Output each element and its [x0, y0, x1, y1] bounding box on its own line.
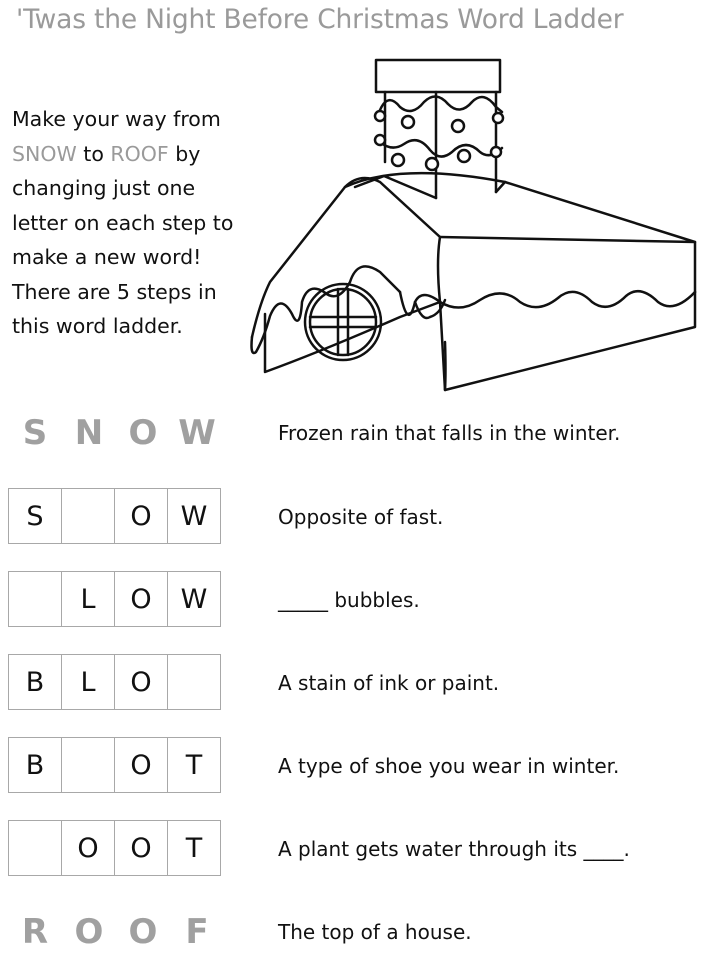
instruction-line — [12, 275, 267, 310]
end-word-highlight: ROOF — [110, 141, 169, 166]
instruction-text: Make your way from — [12, 107, 221, 131]
ladder-step-4 — [8, 737, 224, 793]
instruction-text: There are 5 steps in — [12, 279, 217, 304]
ladder-letter: S — [22, 413, 48, 453]
letter-box[interactable]: O — [114, 820, 168, 876]
window-icon — [305, 284, 381, 360]
instruction-line — [12, 171, 267, 206]
letter-box[interactable]: S — [8, 488, 62, 544]
instruction-line — [12, 102, 267, 137]
letter-box[interactable]: T — [167, 820, 221, 876]
letter-box[interactable]: O — [114, 488, 168, 544]
instruction-text: letter on each step to — [12, 210, 234, 235]
instruction-line — [12, 206, 267, 241]
house-illustration — [240, 52, 705, 402]
letter-box[interactable] — [167, 654, 221, 710]
ladder-letter: N — [74, 413, 104, 453]
instruction-line — [12, 240, 267, 275]
ladder-letter: O — [74, 912, 104, 952]
letter-box[interactable] — [8, 820, 62, 876]
instruction-text: by — [168, 141, 201, 166]
ladder-letter: R — [21, 912, 49, 952]
clue-end: The top of a house. — [278, 920, 472, 944]
letter-box[interactable]: W — [167, 571, 221, 627]
clue-start: Frozen rain that falls in the winter. — [278, 421, 621, 445]
ladder-step-1 — [8, 488, 224, 544]
clue-step-3: A stain of ink or paint. — [278, 671, 500, 695]
string-lights-icon — [375, 111, 503, 170]
letter-box[interactable]: W — [167, 488, 221, 544]
letter-box[interactable]: B — [8, 654, 62, 710]
instruction-line — [12, 137, 267, 172]
instruction-text: changing just one — [12, 176, 196, 200]
letter-box[interactable]: T — [167, 737, 221, 793]
start-word-highlight: SNOW — [12, 141, 77, 166]
instruction-text: make a new word! — [12, 245, 202, 269]
instruction-text: to — [76, 141, 111, 166]
ladder-step-5 — [8, 820, 224, 876]
clue-step-4: A type of shoe you wear in winter. — [278, 754, 620, 778]
letter-box[interactable] — [61, 488, 115, 544]
letter-box[interactable]: O — [61, 820, 115, 876]
letter-box[interactable] — [61, 737, 115, 793]
ladder-letter: O — [128, 912, 158, 952]
ladder-step-2 — [8, 571, 224, 627]
clue-step-2: _____ bubbles. — [278, 588, 420, 612]
letter-box[interactable]: O — [114, 737, 168, 793]
instruction-text: this word ladder. — [12, 314, 183, 338]
ladder-letter: O — [128, 413, 158, 453]
clue-step-5: A plant gets water through its ____. — [278, 837, 630, 861]
ladder-step-3 — [8, 654, 224, 710]
worksheet-title: 'Twas the Night Before Christmas Word Ladder — [16, 4, 624, 35]
instructions — [12, 102, 267, 344]
letter-box[interactable]: L — [61, 571, 115, 627]
end-word — [8, 912, 224, 952]
letter-box[interactable]: L — [61, 654, 115, 710]
letter-box[interactable]: O — [114, 571, 168, 627]
clue-step-1: Opposite of fast. — [278, 505, 444, 529]
letter-box[interactable]: B — [8, 737, 62, 793]
letter-box[interactable]: O — [114, 654, 168, 710]
ladder-letter: W — [178, 413, 216, 453]
instruction-line — [12, 309, 267, 344]
start-word — [8, 413, 224, 453]
ladder-letter: F — [185, 912, 209, 952]
letter-box[interactable] — [8, 571, 62, 627]
house-wall-icon — [265, 292, 695, 390]
